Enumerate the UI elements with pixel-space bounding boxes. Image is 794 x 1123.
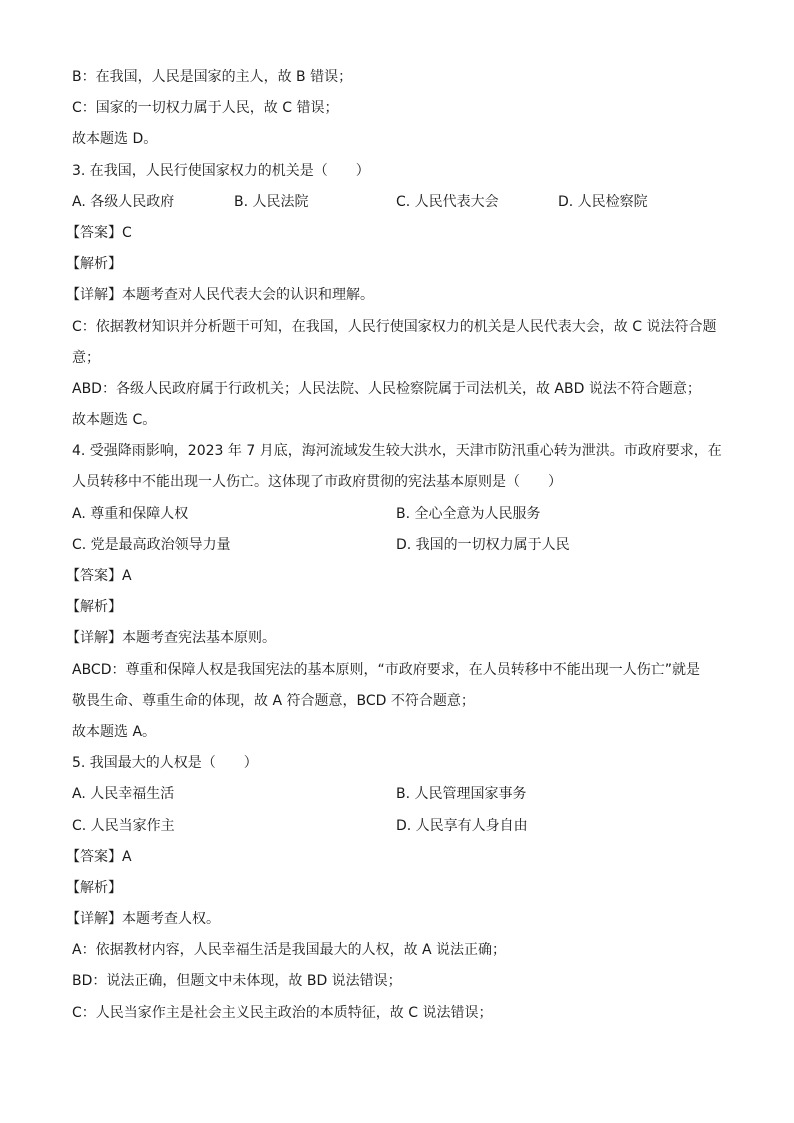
q3-options [72, 187, 722, 218]
q5-explanation-bd: BD：说法正确，但题文中未体现，故 BD 说法错误； [72, 973, 402, 990]
q4-detail: 【详解】本题考查宪法基本原则。 [66, 630, 276, 647]
q3-explanation-c-cont: 意； [72, 349, 100, 366]
q4-stem-line1: 4. 受强降雨影响，2023 年 7 月底，海河流域发生较大洪水，天津市防汛重心转为泄洪。市政府要求，在 [72, 443, 722, 460]
q5-detail: 【详解】本题考查人权。 [66, 911, 220, 928]
q4-option-d: D. 我国的一切权力属于人民 [396, 536, 570, 553]
q3-option-c: C. 人民代表大会 [396, 193, 499, 210]
q4-answer: 【答案】A [66, 568, 132, 584]
q4-option-a: A. 尊重和保障人权 [72, 505, 189, 522]
q5-option-d: D. 人民享有人身自由 [396, 817, 528, 834]
q4-analysis-heading: 【解析】 [66, 599, 122, 616]
q3-explanation-c: C：依据教材知识并分析题干可知，在我国，人民行使国家权力的机关是人民代表大会，故 C 说法符合题 [72, 318, 717, 335]
q5-options-row2 [72, 811, 722, 842]
prev-conclusion: 故本题选 D。 [72, 131, 158, 148]
q3-explanation-abd: ABD：各级人民政府属于行政机关；人民法院、人民检察院属于司法机关，故 ABD 说法不符合题意； [72, 380, 701, 397]
prev-explanation-c: C：国家的一切权力属于人民，故 C 错误； [72, 100, 339, 117]
q4-options-row1 [72, 499, 722, 530]
document-page [66, 62, 722, 1029]
q4-option-b: B. 全心全意为人民服务 [396, 505, 541, 522]
q5-option-a: A. 人民幸福生活 [72, 786, 175, 803]
q3-option-a: A. 各级人民政府 [72, 193, 175, 210]
q4-conclusion: 故本题选 A。 [72, 723, 157, 740]
q3-analysis-heading: 【解析】 [66, 256, 122, 273]
q5-option-c: C. 人民当家作主 [72, 817, 175, 834]
q4-stem-line2: 人员转移中不能出现一人伤亡。这体现了市政府贯彻的宪法基本原则是（ ） [72, 474, 562, 491]
q4-explanation-line2: 敬畏生命、尊重生命的体现，故 A 符合题意，BCD 不符合题意； [72, 692, 475, 709]
prev-explanation-b: B：在我国，人民是国家的主人，故 B 错误； [72, 69, 353, 85]
q5-answer: 【答案】A [66, 848, 132, 865]
q4-explanation-line1: ABCD：尊重和保障人权是我国宪法的基本原则，“市政府要求，在人员转移中不能出现一人伤亡”就是 [72, 661, 700, 678]
q5-option-b: B. 人民管理国家事务 [396, 786, 527, 803]
q3-option-b: B. 人民法院 [234, 193, 309, 210]
q3-stem: 3. 在我国，人民行使国家权力的机关是（ ） [72, 162, 370, 179]
q5-explanation-a: A：依据教材内容，人民幸福生活是我国最大的人权，故 A 说法正确； [72, 942, 507, 959]
q3-option-d: D. 人民检察院 [558, 193, 648, 210]
q4-options-row2 [72, 530, 722, 561]
q5-explanation-c: C：人民当家作主是社会主义民主政治的本质特征，故 C 说法错误； [72, 1004, 493, 1021]
q5-stem: 5. 我国最大的人权是（ ） [72, 755, 258, 772]
q4-option-c: C. 党是最高政治领导力量 [72, 536, 231, 553]
q3-detail: 【详解】本题考查对人民代表大会的认识和理解。 [66, 287, 374, 304]
q5-options-row1 [72, 779, 722, 810]
q3-answer: 【答案】C [66, 224, 132, 241]
q5-analysis-heading: 【解析】 [66, 879, 122, 896]
q3-conclusion: 故本题选 C。 [72, 412, 157, 429]
